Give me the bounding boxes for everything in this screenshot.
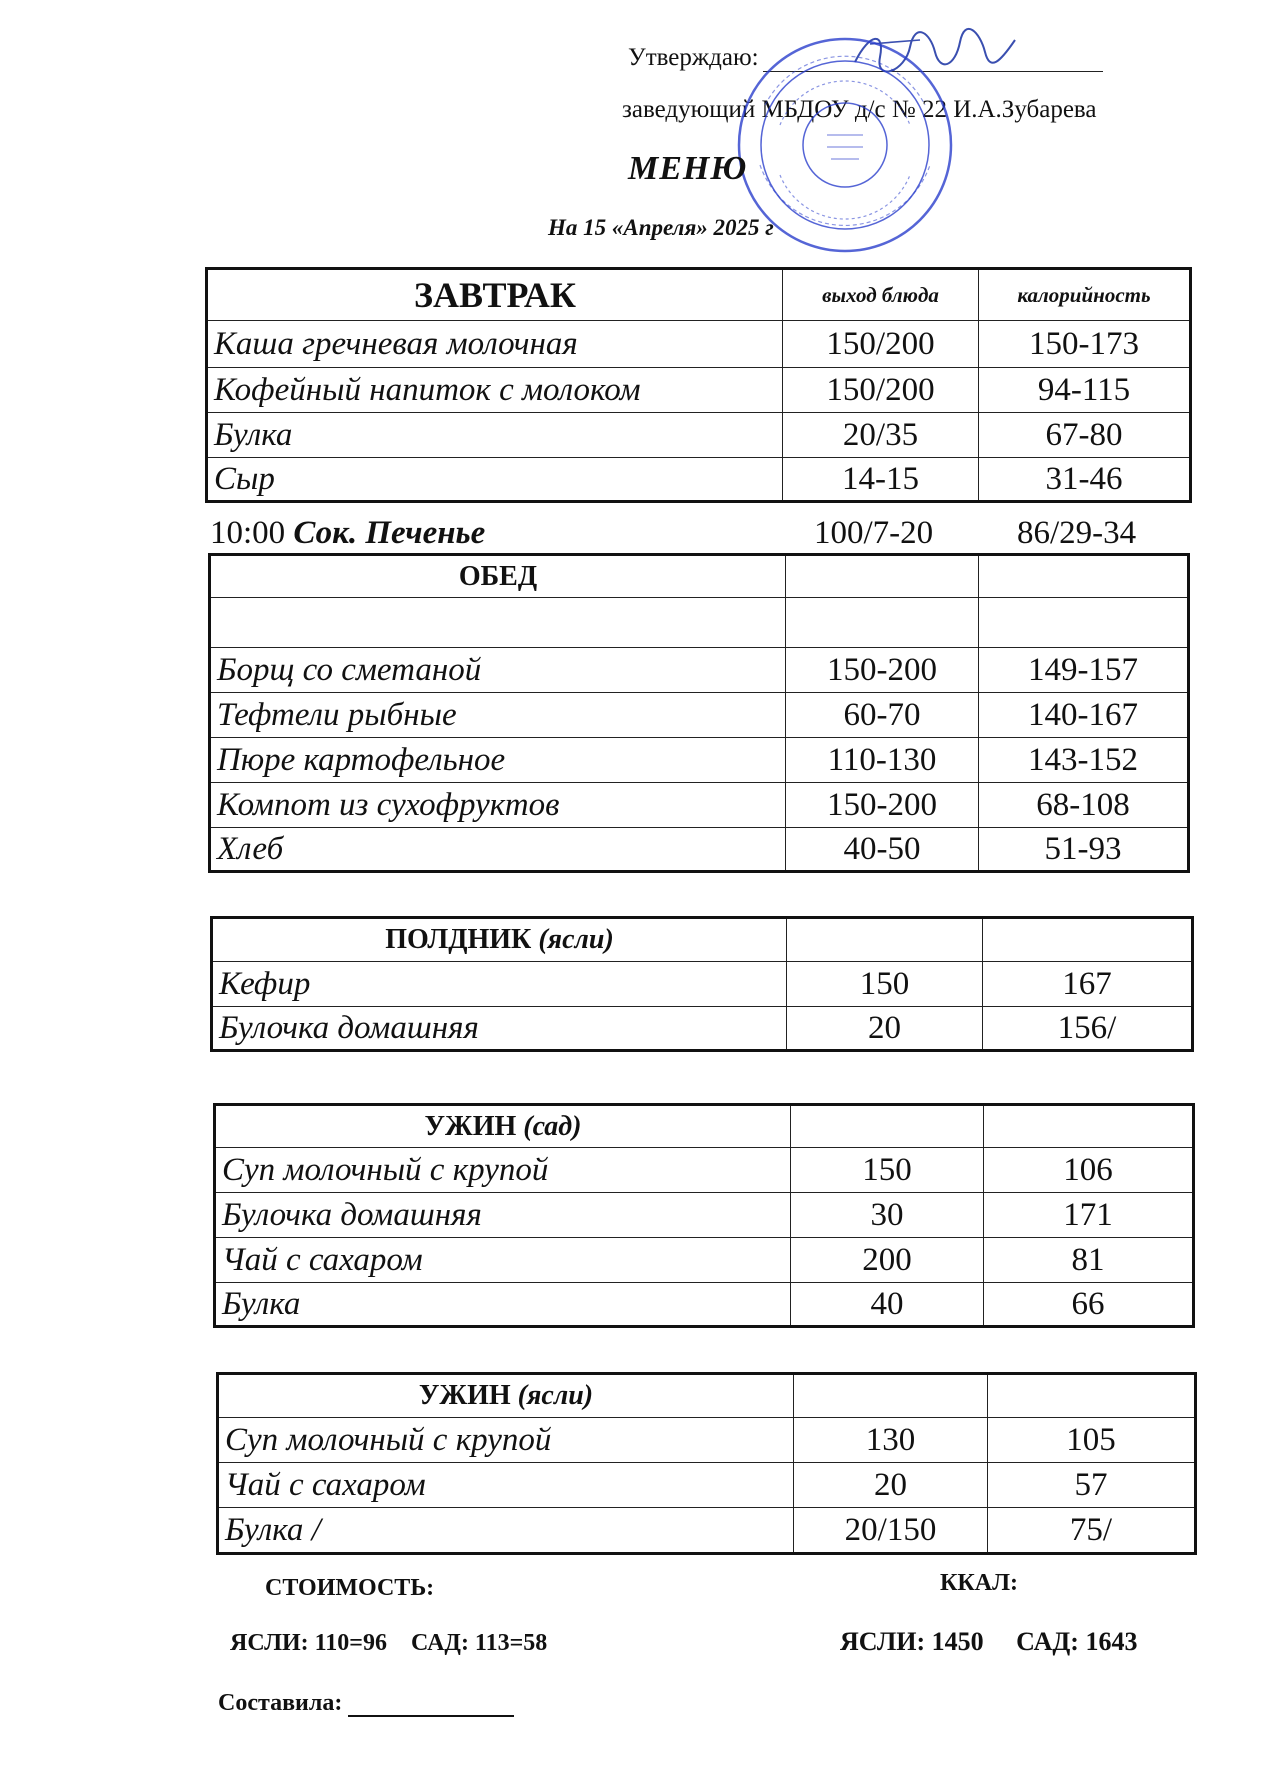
- snack-line: [210, 515, 1200, 552]
- approve-label: Утверждаю:: [628, 44, 759, 71]
- empty-cell: [979, 598, 1189, 648]
- table-row: [212, 1007, 1193, 1051]
- dish-name: Кефир: [212, 962, 787, 1007]
- dish-output: 200: [791, 1238, 984, 1283]
- cost-values: ЯСЛИ: 110=96 САД: 113=58: [230, 1630, 548, 1656]
- table-row: [212, 962, 1193, 1007]
- dish-name: Чай с сахаром: [218, 1463, 794, 1508]
- dish-output: 150/200: [783, 321, 979, 368]
- table-row: [215, 1193, 1194, 1238]
- dish-name: Булочка домашняя: [212, 1007, 787, 1051]
- page-title: МЕНЮ: [628, 150, 748, 187]
- approver-position: заведующий МБДОУ д/с № 22 И.А.Зубарева: [622, 96, 1097, 123]
- table-header-row: [212, 918, 1193, 962]
- compiled-signature-line: [348, 1693, 514, 1717]
- dish-output: 20/150: [794, 1508, 988, 1554]
- dish-output: 20: [787, 1007, 983, 1051]
- menu-date: На 15 «Апреля» 2025 г: [548, 215, 774, 240]
- kcal-label: ККАЛ:: [940, 1570, 1019, 1596]
- dish-name: Хлеб: [210, 828, 786, 872]
- table-header-row: [207, 269, 1191, 321]
- dish-name: Булка: [215, 1283, 791, 1327]
- table-row: [210, 693, 1189, 738]
- column-header-calories: калорийность: [979, 269, 1191, 321]
- section-title-note: (ясли): [538, 924, 614, 955]
- empty-cell: [210, 598, 786, 648]
- snack-label: Сок. Печенье: [293, 515, 486, 551]
- empty-cell: [786, 555, 979, 598]
- table-row: [210, 783, 1189, 828]
- dish-calories: 57: [988, 1463, 1196, 1508]
- section-title-note: (сад): [523, 1110, 582, 1142]
- empty-row: [210, 598, 1189, 648]
- empty-cell: [786, 598, 979, 648]
- dish-output: 14-15: [783, 458, 979, 502]
- empty-cell: [787, 918, 983, 962]
- empty-cell: [983, 918, 1193, 962]
- dish-name: Суп молочный с крупой: [215, 1148, 791, 1193]
- empty-cell: [794, 1374, 988, 1418]
- dish-output: 130: [794, 1418, 988, 1463]
- dish-calories: 105: [988, 1418, 1196, 1463]
- table-row: [218, 1418, 1196, 1463]
- table-row: [210, 828, 1189, 872]
- dish-calories: 140-167: [979, 693, 1189, 738]
- dish-name: Чай с сахаром: [215, 1238, 791, 1283]
- dish-output: 20/35: [783, 413, 979, 458]
- dish-output: 40: [791, 1283, 984, 1327]
- dish-name: Булка: [207, 413, 783, 458]
- dish-output: 20: [794, 1463, 988, 1508]
- dish-calories: 149-157: [979, 648, 1189, 693]
- dish-calories: 31-46: [979, 458, 1191, 502]
- dish-name: Булка /: [218, 1508, 794, 1554]
- section-title-note: (ясли): [517, 1380, 594, 1411]
- table-row: [207, 368, 1191, 413]
- dish-name: Сыр: [207, 458, 783, 502]
- dish-calories: 150-173: [979, 321, 1191, 368]
- table-row: [210, 648, 1189, 693]
- dish-calories: 67-80: [979, 413, 1191, 458]
- table-row: [207, 321, 1191, 368]
- section-title: [212, 918, 787, 962]
- breakfast-table: [205, 267, 1192, 503]
- table-header-row: [215, 1105, 1194, 1148]
- dish-name: Пюре картофельное: [210, 738, 786, 783]
- dish-output: 110-130: [786, 738, 979, 783]
- snack-time: 10:00: [210, 515, 286, 551]
- dish-calories: 75/: [988, 1508, 1196, 1554]
- snack-calories: 86/29-34: [1017, 515, 1137, 551]
- dish-calories: 66: [984, 1283, 1194, 1327]
- section-title: [218, 1374, 794, 1418]
- section-title-text: УЖИН: [424, 1110, 517, 1142]
- empty-cell: [984, 1105, 1194, 1148]
- table-header-row: [218, 1374, 1196, 1418]
- empty-cell: [791, 1105, 984, 1148]
- snack-output: 100/7-20: [814, 515, 934, 551]
- section-title-text: УЖИН: [418, 1380, 511, 1411]
- section-title: [215, 1105, 791, 1148]
- dish-calories: 81: [984, 1238, 1194, 1283]
- kcal-values: ЯСЛИ: 1450 САД: 1643: [840, 1627, 1138, 1656]
- table-header-row: [210, 555, 1189, 598]
- table-row: [215, 1238, 1194, 1283]
- dinner-garden-table: [213, 1103, 1195, 1328]
- dish-calories: 51-93: [979, 828, 1189, 872]
- dish-name: Суп молочный с крупой: [218, 1418, 794, 1463]
- dinner-nursery-table: [216, 1372, 1197, 1555]
- table-row: [215, 1148, 1194, 1193]
- compiled-by: [218, 1690, 514, 1717]
- dish-output: 150-200: [786, 783, 979, 828]
- table-row: [215, 1283, 1194, 1327]
- table-row: [218, 1463, 1196, 1508]
- table-row: [207, 413, 1191, 458]
- dish-output: 150/200: [783, 368, 979, 413]
- dish-output: 40-50: [786, 828, 979, 872]
- table-row: [218, 1508, 1196, 1554]
- dish-calories: 106: [984, 1148, 1194, 1193]
- afternoon-snack-table: [210, 916, 1194, 1052]
- dish-calories: 167: [983, 962, 1193, 1007]
- dish-output: 60-70: [786, 693, 979, 738]
- dish-output: 150-200: [786, 648, 979, 693]
- dish-calories: 68-108: [979, 783, 1189, 828]
- section-title-text: ПОЛДНИК: [385, 924, 532, 955]
- dish-name: Булочка домашняя: [215, 1193, 791, 1238]
- dish-output: 150: [791, 1148, 984, 1193]
- cost-label: СТОИМОСТЬ:: [265, 1575, 435, 1601]
- empty-cell: [979, 555, 1189, 598]
- dish-name: Тефтели рыбные: [210, 693, 786, 738]
- lunch-table: [208, 553, 1190, 873]
- compiled-label: Составила:: [218, 1690, 343, 1716]
- column-header-output: выход блюда: [783, 269, 979, 321]
- section-title: ОБЕД: [210, 555, 786, 598]
- empty-cell: [988, 1374, 1196, 1418]
- section-title: ЗАВТРАК: [207, 269, 783, 321]
- dish-name: Борщ со сметаной: [210, 648, 786, 693]
- dish-name: Компот из сухофруктов: [210, 783, 786, 828]
- dish-calories: 94-115: [979, 368, 1191, 413]
- dish-output: 30: [791, 1193, 984, 1238]
- dish-name: Каша гречневая молочная: [207, 321, 783, 368]
- dish-calories: 143-152: [979, 738, 1189, 783]
- dish-name: Кофейный напиток с молоком: [207, 368, 783, 413]
- dish-output: 150: [787, 962, 983, 1007]
- table-row: [207, 458, 1191, 502]
- dish-calories: 156/: [983, 1007, 1193, 1051]
- table-row: [210, 738, 1189, 783]
- dish-calories: 171: [984, 1193, 1194, 1238]
